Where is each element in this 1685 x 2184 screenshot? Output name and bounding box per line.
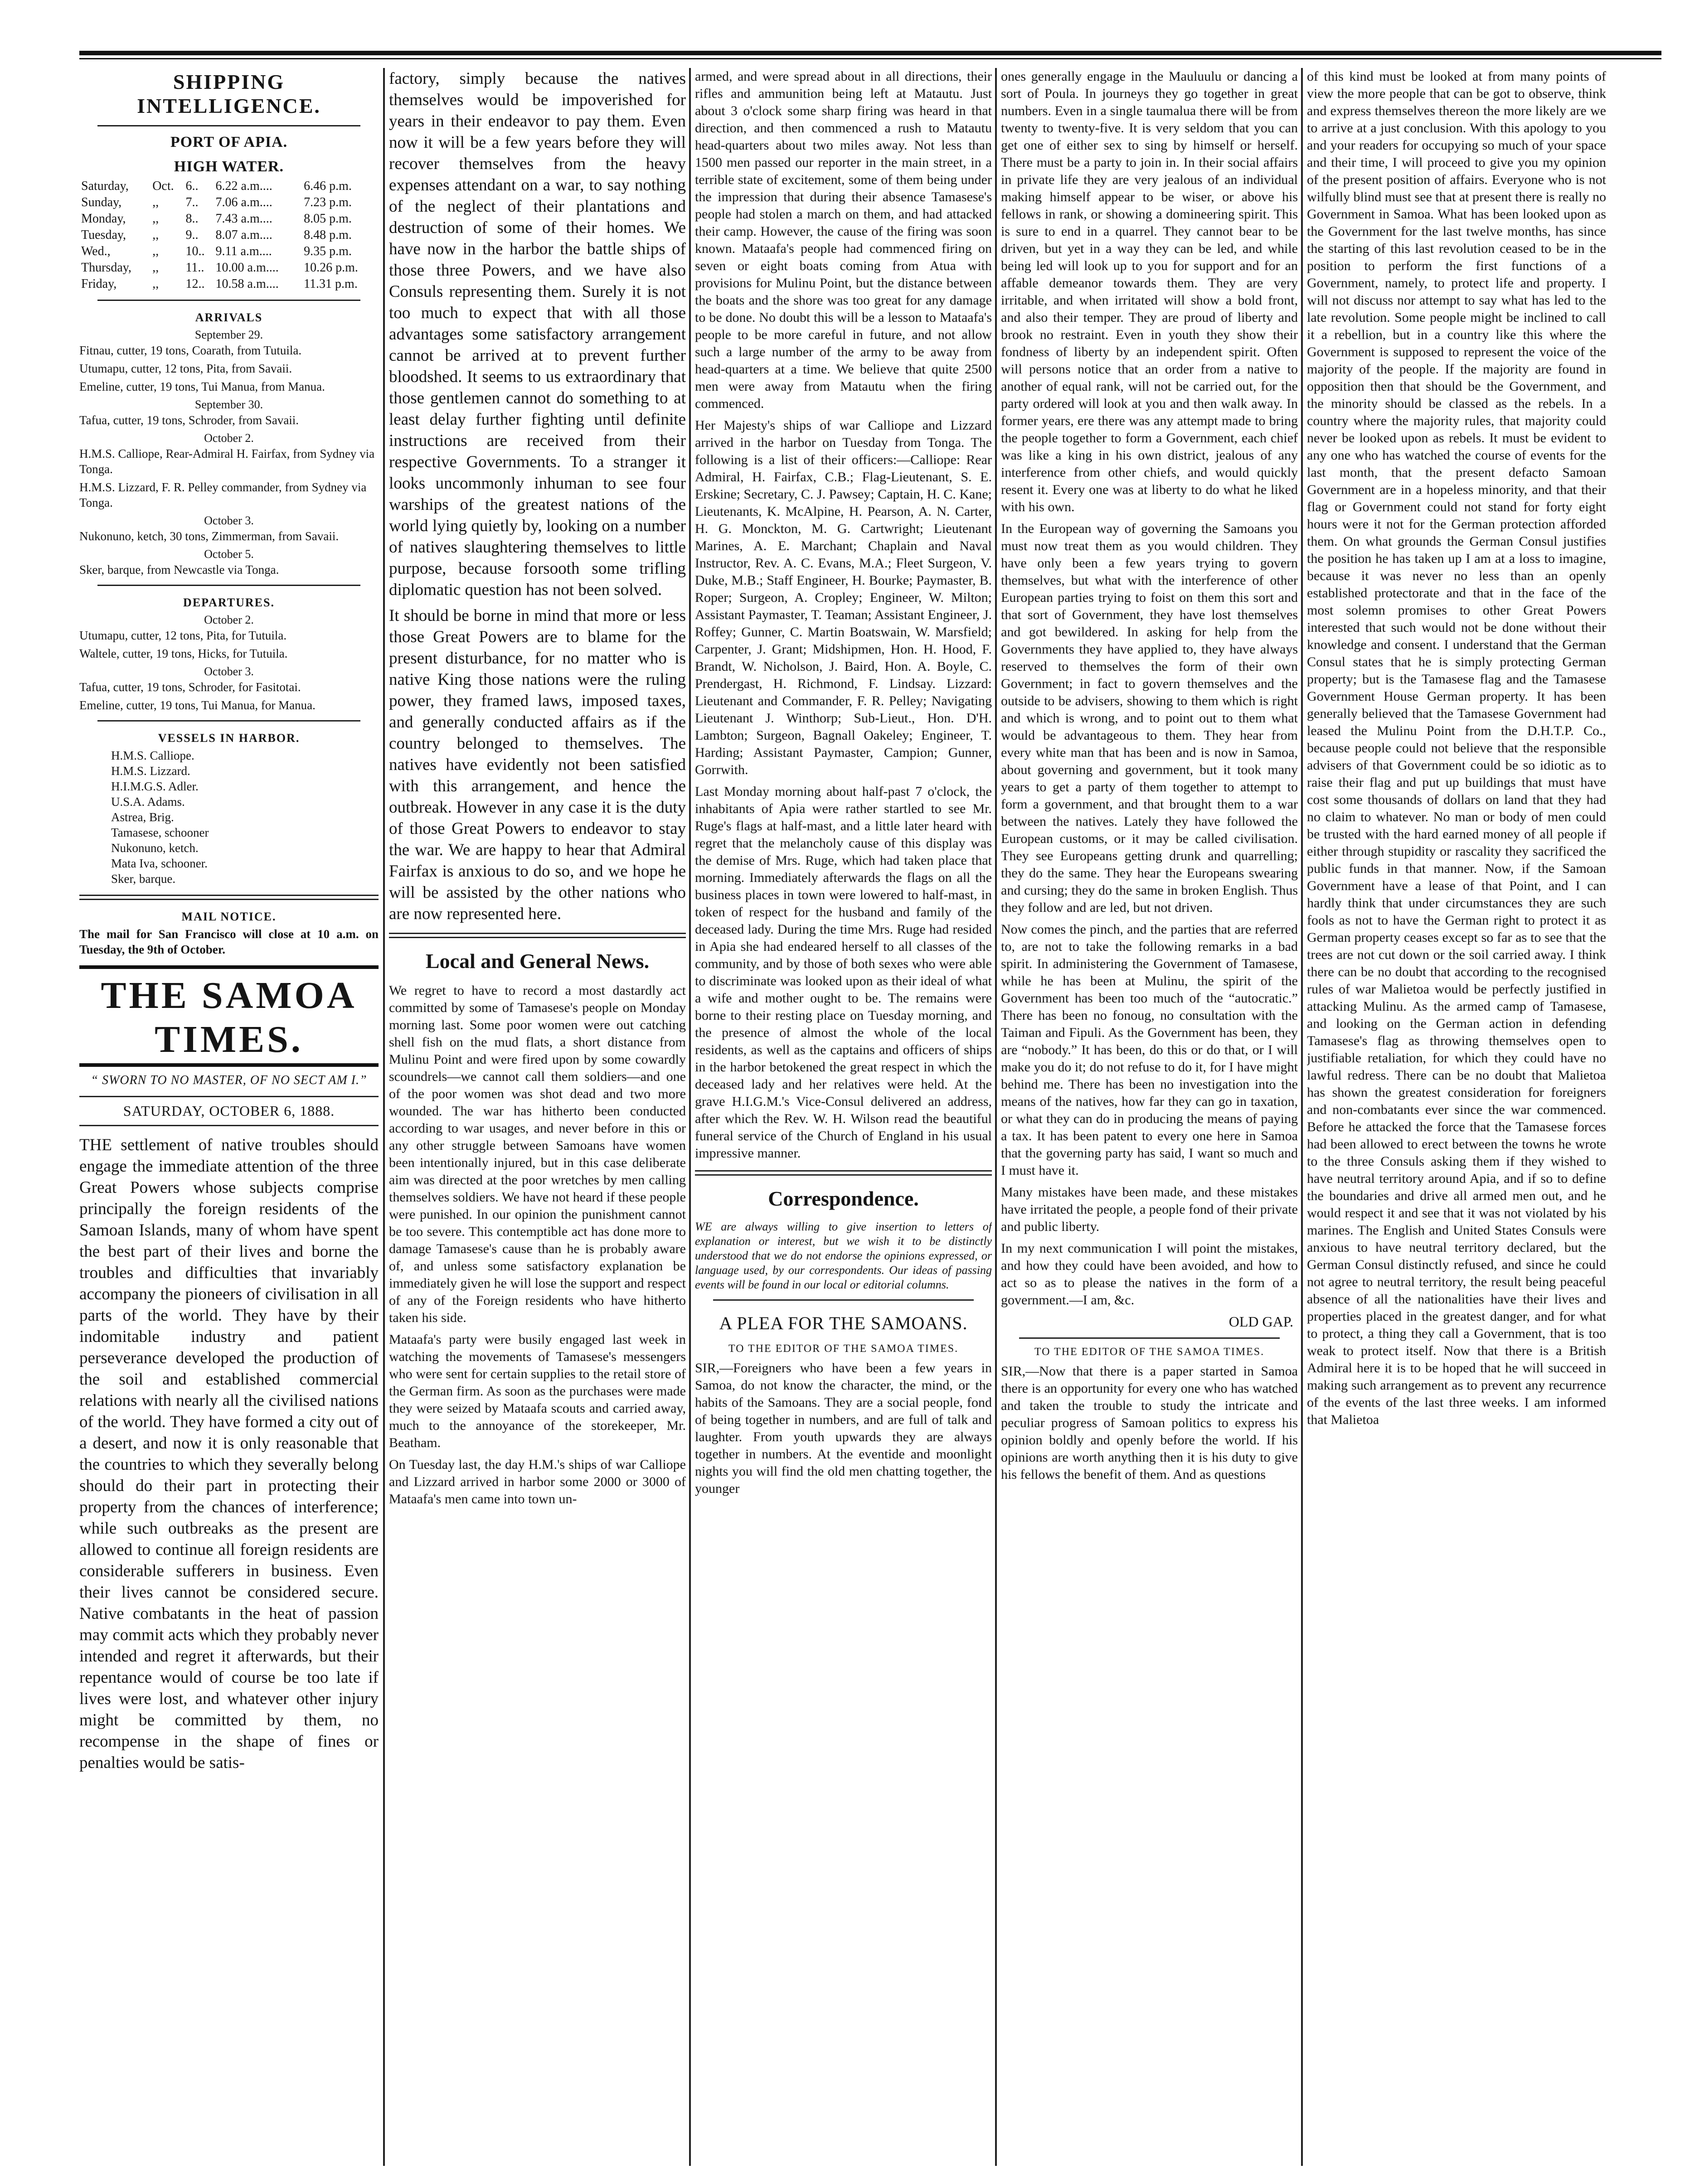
tide-day: Wed., (81, 244, 111, 258)
column-1 (79, 68, 379, 2171)
tide-am: 6.22 a.m.... (215, 179, 272, 193)
divider (97, 720, 360, 722)
letter-paragraph: SIR,—Foreigners who have been a few years in Samoa, do not know the character, the mind, or the habits of the Samoans. They are a social people, fond of being together in numbers, and are full of talk and laughter. From youth upwards they are always together in numbers. At the eventide and moonlight nights you will find the old men chatting together, the younger (695, 1361, 992, 1496)
departures-list (79, 613, 379, 713)
vessel-entry: Mata Iva, schooner. (111, 857, 208, 870)
letter-paragraph: In the European way of governing the Samoans you must now treat them as you would children. They have only been a few years trying to govern themselves, but what with the interference of other European parties trying to foist on them this sort and that sort of Government, they have lost themselves and got bewildered. In asking for help from the Governments they have applied to, they have always reserved to themselves the form of their own Government; in fact to govern themselves and the outside to be advisers, showing to them which is right and which is wrong, and to point out to them what would be advantageous to them. They hear from every white man that has been and is now in Samoa, about governing and government, but it took many years to get a party of them together to attempt to form a government, and that brought them to a war between the natives. Lately they have followed the European customs, or it may be called civilisation. They see Europeans getting drunk and quarrelling; they do the same. They hear the Europeans swearing and cursing; they do the same in broken English. Thus they follow and are led, but not driven. (1001, 521, 1298, 915)
arrivals-list (79, 328, 379, 577)
masthead-date: SATURDAY, OCTOBER 6, 1888. (79, 1096, 379, 1126)
divider (97, 585, 360, 586)
divider (97, 125, 360, 126)
tide-row (79, 227, 379, 243)
tide-date: 7.. (185, 195, 199, 209)
tide-date: 11.. (185, 261, 204, 275)
tide-month: ,, (152, 261, 159, 275)
tide-day: Saturday, (81, 179, 129, 193)
tide-day: Thursday, (81, 261, 131, 275)
masthead-title: THE SAMOA TIMES. (79, 965, 379, 1067)
shipping-title: SHIPPING INTELLIGENCE. (137, 70, 321, 117)
tide-row (79, 243, 379, 260)
divider (79, 895, 379, 900)
tide-row (79, 260, 379, 276)
news-paragraph: armed, and were spread about in all directions, their rifles and ammunition being left at Matautu. Just about 3 o'clock some sharp firing was heard in that direction, and then commenced a rush to Matautu head-quarters about two miles away. Not less than 1500 men passed our reporter in the main street, in a terrible state of excitement, some of them being under the impression that during their absence Tamasese's people had stolen a march on them, and had attacked their camp. However, the cause of the firing was soon known. Mataafa's people had commenced firing on seven or eight boats coming from Atua with provisions for Mulinu Point, but the distance between the boats and the shore was too great for any damage to be done. No doubt this will be a lesson to Mataafa's people to be more careful in future, and not allow such a large number of the army to be away from head-quarters at a time. We believe that quite 2500 men were away from Matautu when the firing commenced. (695, 69, 992, 411)
tide-pm: 8.48 p.m. (304, 228, 352, 242)
entry-date: October 3. (204, 665, 254, 678)
vessel-entry: Sker, barque. (111, 872, 176, 886)
plea-column-4 (1001, 68, 1298, 1309)
ship-entry: Sker, barque, from Newcastle via Tonga. (79, 563, 279, 576)
tide-month: Oct. (152, 179, 174, 193)
tide-day: Friday, (81, 277, 117, 291)
local-news-column-3 (695, 68, 992, 1162)
top-rule (79, 51, 1661, 55)
entry-date: September 30. (194, 398, 263, 411)
editorial-column-2 (389, 68, 686, 925)
port-heading: PORT OF APIA. (170, 134, 288, 150)
vessel-entry: Tamasese, schooner (111, 826, 209, 839)
entry-date: October 2. (204, 613, 254, 626)
vessel-entry: H.M.S. Calliope. (111, 749, 194, 762)
ship-entry: Tafua, cutter, 19 tons, Schroder, from Savaii. (79, 413, 299, 427)
plea-signature: OLD GAP. (1229, 1313, 1293, 1330)
entry-date: October 5. (204, 547, 254, 561)
ship-entry: Utumapu, cutter, 12 tons, Pita, for Tutuila. (79, 629, 287, 642)
to-editor-line: TO THE EDITOR OF THE SAMOA TIMES. (728, 1343, 959, 1355)
column-2 (389, 68, 686, 2171)
tide-am: 7.06 a.m.... (215, 195, 272, 209)
ship-entry: Waltele, cutter, 19 tons, Hicks, for Tutuila. (79, 647, 288, 660)
vessel-entry: H.M.S. Lizzard. (111, 764, 190, 778)
ship-entry: H.M.S. Calliope, Rear-Admiral H. Fairfax, from Sydney via Tonga. (79, 447, 375, 476)
vessel-entry: U.S.A. Adams. (111, 795, 185, 809)
tide-am: 8.07 a.m.... (215, 228, 272, 242)
tide-date: 9.. (185, 228, 199, 242)
editorial-paragraph: It should be borne in mind that more or less those Great Powers are to blame for the present disturbance, for no matter who is native King those nations were the ruling power, they framed laws, imposed taxes, and generally conducted affairs as if the country belonged to themselves. The natives have evidently not been satisfied with this arrangement, and hence the outbreak. However in any case it is the duty of those Great Powers to endeavor to stay the war. We are happy to hear that Admiral Fairfax is anxious to do so, and we hope he will be assisted by the other nations who are now represented here. (389, 606, 686, 923)
departures-heading: DEPARTURES. (183, 596, 275, 609)
tide-day: Tuesday, (81, 228, 126, 242)
local-news-heading: Local and General News. (425, 949, 650, 973)
column-4 (1001, 68, 1298, 2171)
tide-month: ,, (152, 212, 159, 226)
vessel-entry: H.I.M.G.S. Adler. (111, 780, 199, 793)
ship-entry: Utumapu, cutter, 12 tons, Pita, from Savaii. (79, 362, 292, 375)
news-paragraph: Last Monday morning about half-past 7 o'clock, the inhabitants of Apia were rather startled to see Mr. Ruge's flags at half-mast, and a little later heard with regret that the melancholy cause of this display was the demise of Mrs. Ruge, which had taken place that morning. Immediately afterwards the flags on all the business places in town were lowered to half-mast, in token of respect for the husband and family of the deceased lady. During the time Mrs. Ruge had resided in Apia she had endeared herself to all classes of the community, and by those of both sexes who were able to discriminate was looked upon as their ideal of what a wife and mother ought to be. The remains were borne to their resting place on Tuesday morning, and the presence of almost the whole of the local residents, as well as the captains and officers of ships in the harbor betokened the great respect in which the deceased lady and her relatives were held. At the grave H.I.G.M.'s Vice-Consul delivered an address, after which the Rev. W. H. Wilson read the beautiful funeral service of the Church of England in his usual impressive manner. (695, 784, 992, 1161)
entry-date: October 2. (204, 431, 254, 445)
arrivals-heading: ARRIVALS (195, 311, 263, 324)
letter-paragraph: SIR,—Now that there is a paper started in Samoa there is an opportunity for every one who has watched and taken the trouble to study the intricate and peculiar progress of Samoan politics to express his opinion boldly and openly before the world. If his opinions are worth anything then it is his duty to give his fellows the benefit of them. And as questions (1001, 1364, 1298, 1482)
news-paragraph: Mataafa's party were busily engaged last week in watching the movements of Tamasese's messengers who were sent for certain supplies to the retail store of the German firm. As soon as the purchases were made they were seized by Mataafa scouts and carried away, much to the annoyance of the storekeeper, Mr. Beatham. (389, 1332, 686, 1450)
tide-month: ,, (152, 195, 159, 209)
editorial-paragraph: THE settlement of native troubles should engage the immediate attention of the three Great Powers whose subjects comprise principally the foreign residents of the Samoan Islands, many of whom have spent the best part of their lives and borne the troubles and difficulties that invariably accompany the pioneers of civilisation in all parts of the world. They have by their indomitable industry and patient perseverance developed the production of the soil and established commercial relations with nearly all the civilised nations of the world. They have formed a city out of a desert, and now it is only reasonable that the countries to which they severally belong should do their part in protecting their property from the chances of interference; while such outbreaks as the present are allowed to continue all foreign residents are considerable sufferers in business. Even their lives cannot be considered secure. Native combatants in the heat of passion may commit acts which they probably never intended and regret it afterwards, but their repentance would of course be too late if lives were lost, and whatever other injury might be committed by them, no recompense in the shape of fines or penalties would be satis- (79, 1136, 379, 1772)
column-rule (383, 68, 385, 2166)
vessel-entry: Nukonuno, ketch. (111, 841, 199, 855)
tide-am: 7.43 a.m.... (215, 212, 272, 226)
editorial-paragraph: factory, simply because the natives themselves would be impoverished for years in their endeavor to pay them. Even now it will be a few years before they will recover themselves from the heavy expenses attendant on a war, to say nothing of the neglect of their plantations and destruction of some of their homes. We have now in the harbor the battle ships of those three Powers, and we have also Consuls representing them. Surely it is not too much to expect that with all those advantages some satisfactory arrangement cannot be arrived at to prevent further bloodshed. It seems to us extraordinary that those gentlemen cannot do something to at least delay further fighting until definite instructions are received from their respective Governments. To a stranger it looks uncommonly inhuman to see four warships of the greatest nations of the world lying quietly by, looking on a number of natives slaughtering themselves to little purpose, because forsooth some trifling diplomatic question has not been solved. (389, 69, 686, 599)
divider (713, 1299, 974, 1301)
tide-pm: 9.35 p.m. (304, 244, 352, 258)
tide-date: 12.. (185, 277, 205, 291)
mail-notice-text: The mail for San Francisco will close at 10 a.m. on Tuesday, the 9th of October. (79, 927, 379, 956)
tide-table (79, 178, 379, 292)
letter2-column-4 (1001, 1363, 1298, 1483)
tide-row (79, 211, 379, 227)
ship-entry: H.M.S. Lizzard, F. R. Pelley commander, from Sydney via Tonga. (79, 480, 367, 509)
column-rule (1301, 68, 1303, 2166)
tide-am: 10.58 a.m.... (215, 277, 279, 291)
vessels-heading: VESSELS IN HARBOR. (158, 731, 300, 745)
letter2-column-5 (1307, 68, 1606, 1429)
tide-day: Sunday, (81, 195, 122, 209)
plea-heading: A PLEA FOR THE SAMOANS. (719, 1313, 968, 1333)
tide-row (79, 194, 379, 211)
tide-pm: 11.31 p.m. (304, 277, 358, 291)
mail-notice-heading: MAIL NOTICE. (181, 910, 277, 923)
tide-date: 6.. (185, 179, 199, 193)
ship-entry: Tafua, cutter, 19 tons, Schroder, for Fasitotai. (79, 680, 301, 694)
column-5 (1307, 68, 1606, 2171)
ship-entry: Fitnau, cutter, 19 tons, Coarath, from Tutuila. (79, 344, 302, 357)
plea-column-3 (695, 1360, 992, 1497)
tide-date: 10.. (185, 244, 205, 258)
entry-date: September 29. (194, 328, 263, 341)
news-paragraph: On Tuesday last, the day H.M.'s ships of war Calliope and Lizzard arrived in harbor some 2000 or 3000 of Mataafa's men came into town un- (389, 1457, 686, 1506)
tide-month: ,, (152, 244, 159, 258)
letter-paragraph: Many mistakes have been made, and these mistakes have irritated the people, a people fond of their private and public liberty. (1001, 1185, 1298, 1234)
top-rule-thin (79, 58, 1661, 59)
tide-pm: 10.26 p.m. (304, 261, 358, 275)
tide-am: 10.00 a.m.... (215, 261, 279, 275)
high-water-heading: HIGH WATER. (174, 158, 284, 175)
divider (695, 1170, 992, 1176)
letter-paragraph: Now comes the pinch, and the parties that are referred to, are not to take the following remarks in a bad spirit. In administering the Government of Tamasese, while he has been at Mulinu, the spirit of the Government has been too much of the “autocratic.” There has been no fonoug, no consultation with the Taiman and Fipuli. As the Government has been, they are “nobody.” It has been, do this or do that, or I will make you do it; do not refuse to do it, for I have might behind me. There has been no investigation into the means of the natives, how far they can go in taxation, or what they can do in producing the means of paying a tax. It has been patent to every one here in Samoa that the governing party has said, I want so much and I must have it. (1001, 922, 1298, 1178)
correspondence-notice: WE are always willing to give insertion to letters of explanation or interest, but we wish it to be distinctly understood that we do not endorse the opinions expressed, or language used, by our correspondents. Our ideas of passing events will be found in our local or editorial columns. (695, 1220, 992, 1291)
tide-pm: 8.05 p.m. (304, 212, 352, 226)
divider (1019, 1337, 1280, 1339)
ship-entry: Nukonuno, ketch, 30 tons, Zimmerman, from Savaii. (79, 529, 339, 543)
entry-date: October 3. (204, 514, 254, 527)
letter-paragraph: ones generally engage in the Mauluulu or dancing a sort of Poula. In journeys they go together in great numbers. Even in a single taumalua there will be from twenty to twenty-five. It is very seldom that you can get one of either sex to sing by himself or herself. There must be a party to join in. In their social affairs in private life they are very jealous of an individual making himself appear to be wiser, or above his fellows in rank, or showing a domineering spirit. This is sure to end in a quarrel. They cannot bear to be driven, but yet in a way they can be led, and while being led will look up to you for support and for an affable demeanor towards them. They are very irritable, and when irritated will show a bold front, and also their temper. They are proud of liberty and brook no restraint. Even in youth they show their fondness of liberty by an independent spirit. Often will persons notice that an order from a native to another of equal rank, will not be carried out, for the party ordered will look at you and then walk away. In former years, ere there was any attempt made to bring the people together to form a Government, each chief was like a king in his own district, jealous of any interference from other chiefs, and would quickly resent it. Every one was at liberty to do what he liked with his own. (1001, 69, 1298, 514)
letter2-to-editor: TO THE EDITOR OF THE SAMOA TIMES. (1034, 1346, 1265, 1358)
divider (97, 300, 360, 301)
tide-am: 9.11 a.m.... (215, 244, 272, 258)
ship-entry: Emeline, cutter, 19 tons, Tui Manua, for Manua. (79, 698, 316, 712)
local-news-column-2 (389, 982, 686, 1508)
tide-row (79, 178, 379, 194)
ship-entry: Emeline, cutter, 19 tons, Tui Manua, from Manua. (79, 380, 325, 393)
tide-month: ,, (152, 277, 159, 291)
tide-month: ,, (152, 228, 159, 242)
tide-pm: 7.23 p.m. (304, 195, 352, 209)
news-paragraph: We regret to have to record a most dastardly act committed by some of Tamasese's people on Monday morning last. Some poor women were out catching shell fish on the mud flats, a short distance from Mulinu Point and were fired upon by some cowardly scoundrels—we cannot call them soldiers—and one of the poor women was shot dead and two more wounded. The war has hitherto been conducted according to war usages, and never before in this or any other struggle between Samoans have women been intentionally injured, but in this case deliberate aim was directed at the poor wretches by men calling themselves soldiers. We have not heard if these people were punished. In our opinion the punishment cannot be too severe. This contemptible act has done more to damage Tamasese's cause than he is probably aware of, and unless some satisfactory explanation be immediately given he will lose the support and respect of any of the Foreign residents who have hitherto taken his side. (389, 983, 686, 1325)
tide-row (79, 276, 379, 292)
masthead-motto: “ SWORN TO NO MASTER, OF NO SECT AM I.” (91, 1073, 367, 1087)
column-3 (695, 68, 992, 2171)
tide-date: 8.. (185, 212, 199, 226)
tide-pm: 6.46 p.m. (304, 179, 352, 193)
news-paragraph: Her Majesty's ships of war Calliope and Lizzard arrived in the harbor on Tuesday from Tonga. The following is a list of their officers:—Calliope: Rear Admiral, H. Fairfax, C.B.; Flag-Lieutenant, S. E. Erskine; Secretary, C. J. Pawsey; Captain, H. C. Kane; Lieutenants, K. McAlpine, H. Pearson, A. N. Carter, H. G. Monckton, M. G. Cartwright; Lieutenant Marines, A. E. Marchant; Chaplain and Naval Instructor, Rev. A. C. Evans, M.A.; Fleet Surgeon, V. Duke, M.B.; Staff Engineer, H. Bourke; Paymaster, B. Roper; Surgeon, A. Cropley; Engineer, W. Milton; Assistant Paymaster, T. Teaman; Assistant Engineer, J. Roffey; Gunner, C. Martin Boatswain, W. Marsfield; Carpenter, J. Grant; Midshipmen, Hon. H. Hood, F. Brandt, W. Nicholson, J. Baird, Hon. A. Boyle, C. Prendergast, H. Richmond, F. Lindsay. Lizzard: Lieutenant and Commander, F. R. Pelley; Navigating Lieutenant J. Winthorp; Sub-Lieut., Hon. D'H. Lambton; Surgeon, Bagnall Oakeley; Engineer, T. Harding; Assistant Paymaster, Campion; Gunner, Gorrwith. (695, 418, 992, 777)
vessel-entry: Astrea, Brig. (111, 810, 174, 824)
tide-day: Monday, (81, 212, 126, 226)
divider (389, 933, 686, 938)
column-rule (995, 68, 997, 2166)
correspondence-heading: Correspondence. (768, 1187, 919, 1210)
column-rule (689, 68, 691, 2166)
vessels-list (79, 748, 379, 886)
letter-paragraph: of this kind must be looked at from many points of view the more people that can be got to observe, think and express themselves thereon the more likely are we to arrive at a just conclusion. With this apology to you and your readers for occupying so much of your space and their time, I will proceed to give you my opinion of the present position of affairs. Everyone who is not wilfully blind must see that at present there is really no Government in Samoa. What has been looked upon as the Government for the last twelve months, has since the starting of this last revolution ceased to be in the position to perform the first functions of a Government, namely, to protect life and property. I will not discuss nor attempt to say what has led to the late revolution. Some people might be inclined to call it a rebellion, but in a country like this where the Government is supposed to represent the voice of the majority of the people. If the majority are found in opposition then that should be the Government, and the minority should be classed as the rebels. In a country where the majority rules, that majority could never be looked upon as rebels. It must be evident to any one who has watched the course of events for the last month, that the present defacto Samoan Government are in a hopeless minority, and that their flag or Government could not stand for forty eight hours were it not for the German protection afforded them. On what grounds the German Consul justifies the position he has taken up I am at a loss to imagine, because it was never no less than an openly established protectorate and that in the face of the most solemn promises to other Great Powers interested that such would not be done without their knowledge and consent. I understand that the German Consul states that he is simply protecting German property; but is the Tamasese flag and the Tamasese Government House German property. It has been generally believed that the Tamasese Government had leased the Mulinu Point from the D.H.T.P. Co., because people could not believe that the responsible advisers of that Government could be so idiotic as to raise their flag and put up buildings that must have cost some thousands of dollars on land that they had no claim to whatever. No man or body of men could be trusted with the hard earned money of all people if either through stupidity or rascality they sacrificed the public funds in that manner. Now, if the Samoan Government have a lease of that Point, and I can hardly think that under circumstances they are such fools as not to have the German right to protect it as German property ceases except so far as to see that the trees are not cut down or the soil carried away. I think there can be no doubt that according to the recognised rules of war Malietoa would be perfectly justified in attacking Mulinu. As the armed camp of Tamasese, and looking on the German action in defending Tamasese's flag as throwing themselves open to justifiable retaliation, for which they could have no lawful redress. There can be no doubt that Malietoa has shown the greatest consideration for foreigners and non-combatants ever since the war commenced. Before he attacked the force that the Tamasese forces had been allowed to erect between the towns he wrote to the three Consuls asking them if they wished to have neutral territory around Apia, and if so to define the boundaries and drive all armed men out, and he would respect it and see that it was not violated by his marines. The English and United States Consuls were anxious to have neutral territory declared, but the German Consul distinctly refused, and since he could not agree to neutral territory, the result being peaceful absence of all the nationalities have their lives and properties placed in the greatest danger, and for what to protect, a thing they call a Government, that is too weak to protect itself. Now that there is a British Admiral here it is to be hoped that he will succeed in making such arrangement as to prevent any recurrence of the events of the last three weeks. I am informed that Malietoa (1307, 69, 1606, 1427)
letter-paragraph: In my next communication I will point the mistakes, and how they could have been avoided, and how to act so as to please the natives in the form of a government.—I am, &c. (1001, 1241, 1298, 1307)
editorial-column-1 (79, 1134, 379, 1773)
